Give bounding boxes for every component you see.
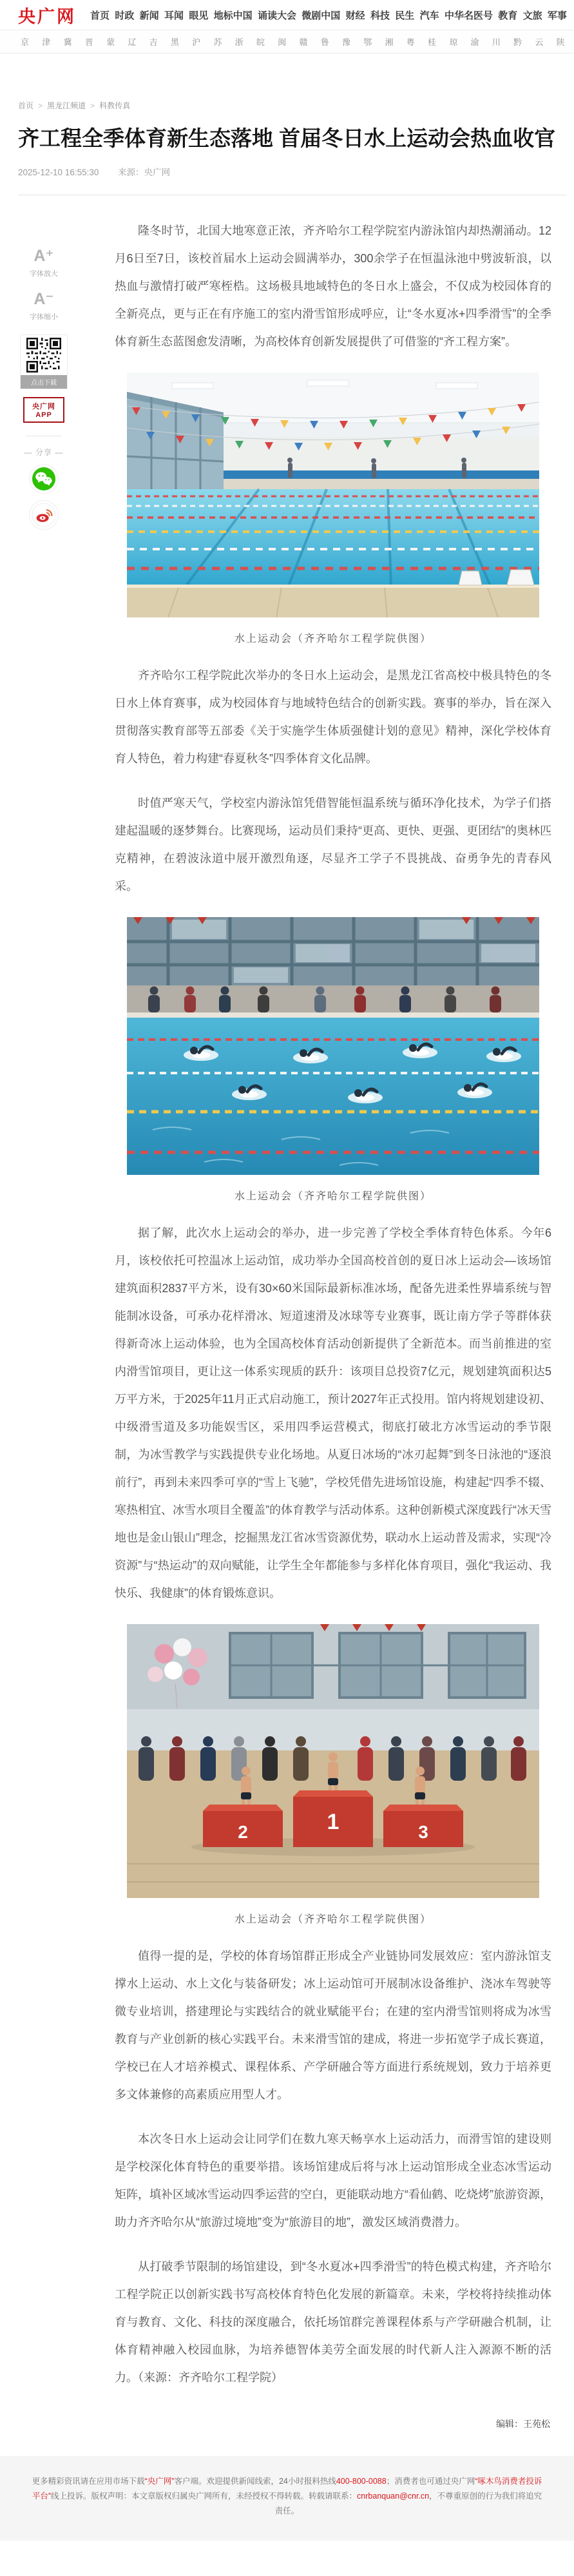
site-header xyxy=(0,0,574,30)
share-label: — 分享 — xyxy=(24,447,64,457)
region-link[interactable]: 川 xyxy=(492,37,501,47)
article-paragraph: 值得一提的是，学校的体育场馆群正形成全产业链协同发展效应：室内游泳馆支撑水上运动、水上文化与装备研发；冰上运动馆可开展制冰设备维护、浇冰车驾驶等微专业培训，搭建理论与实践结合的就业赋能平台；在建的室内滑雪馆则将成为冰雪教育与产业创新的核心实践平台。未来滑雪馆的建成，将进一步拓宽学子成长赛道，学校已在人才培养模式、课程体系、产学研融合等方面进行系统规划，致力于培养更多文体兼修的高素质应用型人才。 xyxy=(115,1949,551,2101)
region-link[interactable]: 粤 xyxy=(406,37,415,47)
weibo-share-button[interactable] xyxy=(29,500,59,530)
region-link[interactable]: 沪 xyxy=(192,37,201,47)
nav-link[interactable]: 新闻 xyxy=(139,10,159,21)
region-link[interactable]: 苏 xyxy=(213,37,222,47)
article-paragraph: 时值严寒天气，学校室内游泳馆凭借智能恒温系统与循环净化技术，为学子们搭建起温暖的逐梦舞台。比赛现场，运动员们秉持“更高、更快、更强、更团结”的奥林匹克精神，在碧波泳道中展开激烈角逐，尽显齐工学子不畏挑战、奋勇争先的青春风采。 xyxy=(115,796,551,893)
region-nav-bar xyxy=(0,30,574,53)
article-toolbar xyxy=(18,239,70,536)
breadcrumb-separator: > xyxy=(90,101,95,110)
footer-highlight: cnrbanquan@cnr.cn xyxy=(357,2491,430,2501)
nav-link[interactable]: 科技 xyxy=(370,10,390,21)
site-logo[interactable]: 央广网 xyxy=(18,6,76,26)
main-nav xyxy=(90,8,567,22)
editor-credit: 编辑：王苑松 xyxy=(496,2418,550,2429)
photo-caption: 水上运动会（齐齐哈尔工程学院供图） xyxy=(234,1189,432,1202)
qr-code-icon xyxy=(26,338,61,373)
article-source: 来源：央广网 xyxy=(118,167,171,177)
svg-text:1: 1 xyxy=(327,1809,340,1834)
font-decrease-label: 字体缩小 xyxy=(30,313,58,321)
article-paragraph: 从打破季节限制的场馆建设，到“冬水夏冰+四季滑雪”的特色模式构建，齐齐哈尔工程学院正以创新实践书写高校体育特色化发展的新篇章。未来，学校将持续推动体育与教育、文化、科技的深度融合，依托场馆群完善课程体系与产学研融合机制，让体育精神融入校园血脉，为培养德智体美劳全面发展的时代新人注入源源不断的活力。（来源：齐齐哈尔工程学院） xyxy=(115,2260,551,2384)
region-link[interactable]: 晋 xyxy=(84,37,93,47)
region-link[interactable]: 琼 xyxy=(449,37,458,47)
nav-link[interactable]: 民生 xyxy=(395,10,415,21)
footer-text: ；消费者也可通过央广网 xyxy=(386,2476,475,2486)
region-link[interactable]: 陕 xyxy=(556,37,565,47)
article-figure xyxy=(127,1624,539,1926)
region-link[interactable]: 渝 xyxy=(470,37,479,47)
nav-link[interactable]: 地标中国 xyxy=(213,10,253,21)
breadcrumb-link[interactable]: 首页 xyxy=(18,101,34,110)
breadcrumb-link[interactable]: 黑龙江频道 xyxy=(47,101,86,110)
nav-link[interactable]: 眼见 xyxy=(189,10,209,21)
article-meta xyxy=(18,165,567,178)
region-link[interactable]: 黔 xyxy=(513,37,522,47)
footer-text: 更多精彩资讯请在应用市场下载 xyxy=(32,2476,145,2486)
region-link[interactable]: 蒙 xyxy=(106,37,115,47)
wechat-icon xyxy=(32,467,56,491)
article-paragraph: 齐齐哈尔工程学院此次举办的冬日水上运动会，是黑龙江省高校中极具特色的冬日水上体育赛事，成为校园体育与地域特色结合的创新实践。赛事的举办，旨在深入贯彻落实教育部等五部委《关于实施学生体质强健计划的意见》精神，深化学校体育育人特色，着力构建“春夏秋冬”四季体育文化品牌。 xyxy=(115,668,551,765)
nav-link[interactable]: 文旅 xyxy=(522,10,542,21)
photo-caption: 水上运动会（齐齐哈尔工程学院供图） xyxy=(234,1912,432,1925)
nav-link[interactable]: 时政 xyxy=(115,10,135,21)
page-footer xyxy=(0,2456,574,2541)
nav-link[interactable]: 教育 xyxy=(498,10,518,21)
footer-highlight: “央广网” xyxy=(144,2476,175,2486)
qr-download-label: 点击下载 xyxy=(21,375,67,389)
region-link[interactable]: 鲁 xyxy=(320,37,329,47)
app-badge[interactable]: 央广网APP xyxy=(23,397,64,423)
award-podium-photo xyxy=(127,1624,539,1898)
article-figure xyxy=(127,373,539,645)
photo-caption: 水上运动会（齐齐哈尔工程学院供图） xyxy=(234,632,432,644)
region-link[interactable]: 黑 xyxy=(170,37,179,47)
breadcrumb-link[interactable]: 科教传真 xyxy=(99,101,131,110)
region-link[interactable]: 皖 xyxy=(256,37,265,47)
nav-link[interactable]: 诵读大会 xyxy=(257,10,296,21)
nav-link[interactable]: 微剧中国 xyxy=(301,10,341,21)
publish-date: 2025-12-10 16:55:30 xyxy=(18,167,99,177)
region-link[interactable]: 豫 xyxy=(341,37,350,47)
nav-link[interactable]: 中华名医号 xyxy=(444,10,493,21)
region-link[interactable]: 鄂 xyxy=(363,37,372,47)
breadcrumb xyxy=(18,100,567,111)
footer-highlight: 400-800-0088 xyxy=(336,2476,387,2486)
region-link[interactable]: 冀 xyxy=(63,37,72,47)
article-paragraph: 据了解，此次水上运动会的举办，进一步完善了学校全季体育特色体系。今年6月，该校依托可控温冰上运动馆，成功举办全国高校首创的夏日冰上运动会—该场馆建筑面积2837平方米，设有30×60米国际最新标准冰场，配备先进柔性界墙系统与智能制冰设备，可承办花样滑冰、短道速滑及冰球等专业赛事，既让南方学子等群体获得新奇冰上运动体验，也为全国高校体育活动创新提供了全新范本。而当前推进的室内滑雪馆项目，更让这一体系实现质的跃升：该项目总投资7亿元，规划建筑面积达5万平方米，于2025年11月正式启动施工，预计2027年正式投用。馆内将规划建设初、中级滑雪道及多功能娱雪区，采用四季运营模式，彻底打破北方冰雪运动的季节限制，为冰雪教学与实践提供专业化场地。从夏日冰场的“冰刃起舞”到冬日泳池的“逐浪前行”，再到未来四季可享的“雪上飞驰”，学校凭借先进场馆设施，构建起“四季不辍、寒热相宜、冰雪水项目全覆盖”的体育教学与活动体系。这种创新模式深度践行“冰天雪地也是金山银山”理念，挖掘黑龙江省冰雪资源优势，联动水上运动普及需求，实现“冷资源”与“热运动”的双向赋能，让学生全年都能参与多样化体育项目，强化“我运动、我快乐、我健康”的体育锻炼意识。 xyxy=(115,1226,551,1600)
nav-link[interactable]: 军事 xyxy=(547,10,567,21)
swim-race-photo xyxy=(127,917,539,1175)
footer-text: 线上投诉。版权声明：本文章版权归属央广网所有，未经授权不得转载。转载请联系： xyxy=(51,2491,358,2501)
region-link[interactable]: 桂 xyxy=(428,37,437,47)
region-link[interactable]: 辽 xyxy=(128,37,137,47)
font-decrease-icon: A⁻ xyxy=(33,289,54,308)
footer-highlight: “啄木鸟消费者投诉平台” xyxy=(32,2476,542,2501)
region-link[interactable]: 赣 xyxy=(299,37,308,47)
breadcrumb-separator: > xyxy=(38,101,43,110)
article-title: 齐工程全季体育新生态落地 首届冬日水上运动会热血收官 xyxy=(18,126,556,150)
nav-link[interactable]: 首页 xyxy=(90,10,110,21)
wechat-share-button[interactable] xyxy=(29,464,59,494)
region-link[interactable]: 京 xyxy=(21,37,30,47)
region-link[interactable]: 云 xyxy=(535,37,544,47)
svg-text:2: 2 xyxy=(238,1821,248,1842)
svg-text:3: 3 xyxy=(418,1821,428,1842)
region-link[interactable]: 津 xyxy=(42,37,51,47)
font-increase-label: 字体放大 xyxy=(30,269,58,278)
article-paragraph: 本次冬日水上运动会让同学们在数九寒天畅享水上运动活力，而滑雪馆的建设则是学校深化体育特色的重要举措。该场馆建成后将与冰上运动馆形成全业态冰雪运动矩阵，填补区域冰雪运动四季运营的空白，更能联动地方“看仙鹤、吃烧烤”旅游资源，助力齐齐哈尔从“旅游过境地”变为“旅游目的地”，激发区域消费潜力。 xyxy=(115,2132,551,2229)
region-link[interactable]: 浙 xyxy=(234,37,244,47)
region-link[interactable]: 湘 xyxy=(385,37,394,47)
nav-link[interactable]: 耳闻 xyxy=(164,10,184,21)
app-download-qr[interactable] xyxy=(20,334,68,389)
weibo-icon xyxy=(32,503,56,527)
region-link[interactable]: 闽 xyxy=(278,37,287,47)
footer-text: 客户端。欢迎提供新闻线索，24小时报料热线 xyxy=(174,2476,336,2486)
font-decrease-button[interactable] xyxy=(18,291,70,322)
article-paragraph: 隆冬时节，北国大地寒意正浓，齐齐哈尔工程学院室内游泳馆内却热潮涌动。12月6日至7日，该校首届水上运动会圆满举办，300余学子在恒温泳池中劈波斩浪，以热血与激情打破严寒桎梏。这场极具地域特色的冬日水上盛会，不仅成为校园体育的全新亮点，更与正在有序施工的室内滑雪馆形成呼应，让“冬水夏冰+四季滑雪”的全季体育新生态蓝图愈发清晰，为高校体育创新发展提供了可借鉴的“齐工程方案”。 xyxy=(115,224,551,348)
font-increase-icon: A⁺ xyxy=(33,246,54,265)
footer-text: ，不尊重原创的行为我们将追究责任。 xyxy=(274,2491,542,2515)
nav-link[interactable]: 财经 xyxy=(345,10,365,21)
article-figure xyxy=(127,917,539,1203)
region-link[interactable]: 吉 xyxy=(149,37,158,47)
swimming-pool-photo xyxy=(127,373,539,617)
font-increase-button[interactable] xyxy=(18,248,70,278)
nav-link[interactable]: 汽车 xyxy=(419,10,439,21)
